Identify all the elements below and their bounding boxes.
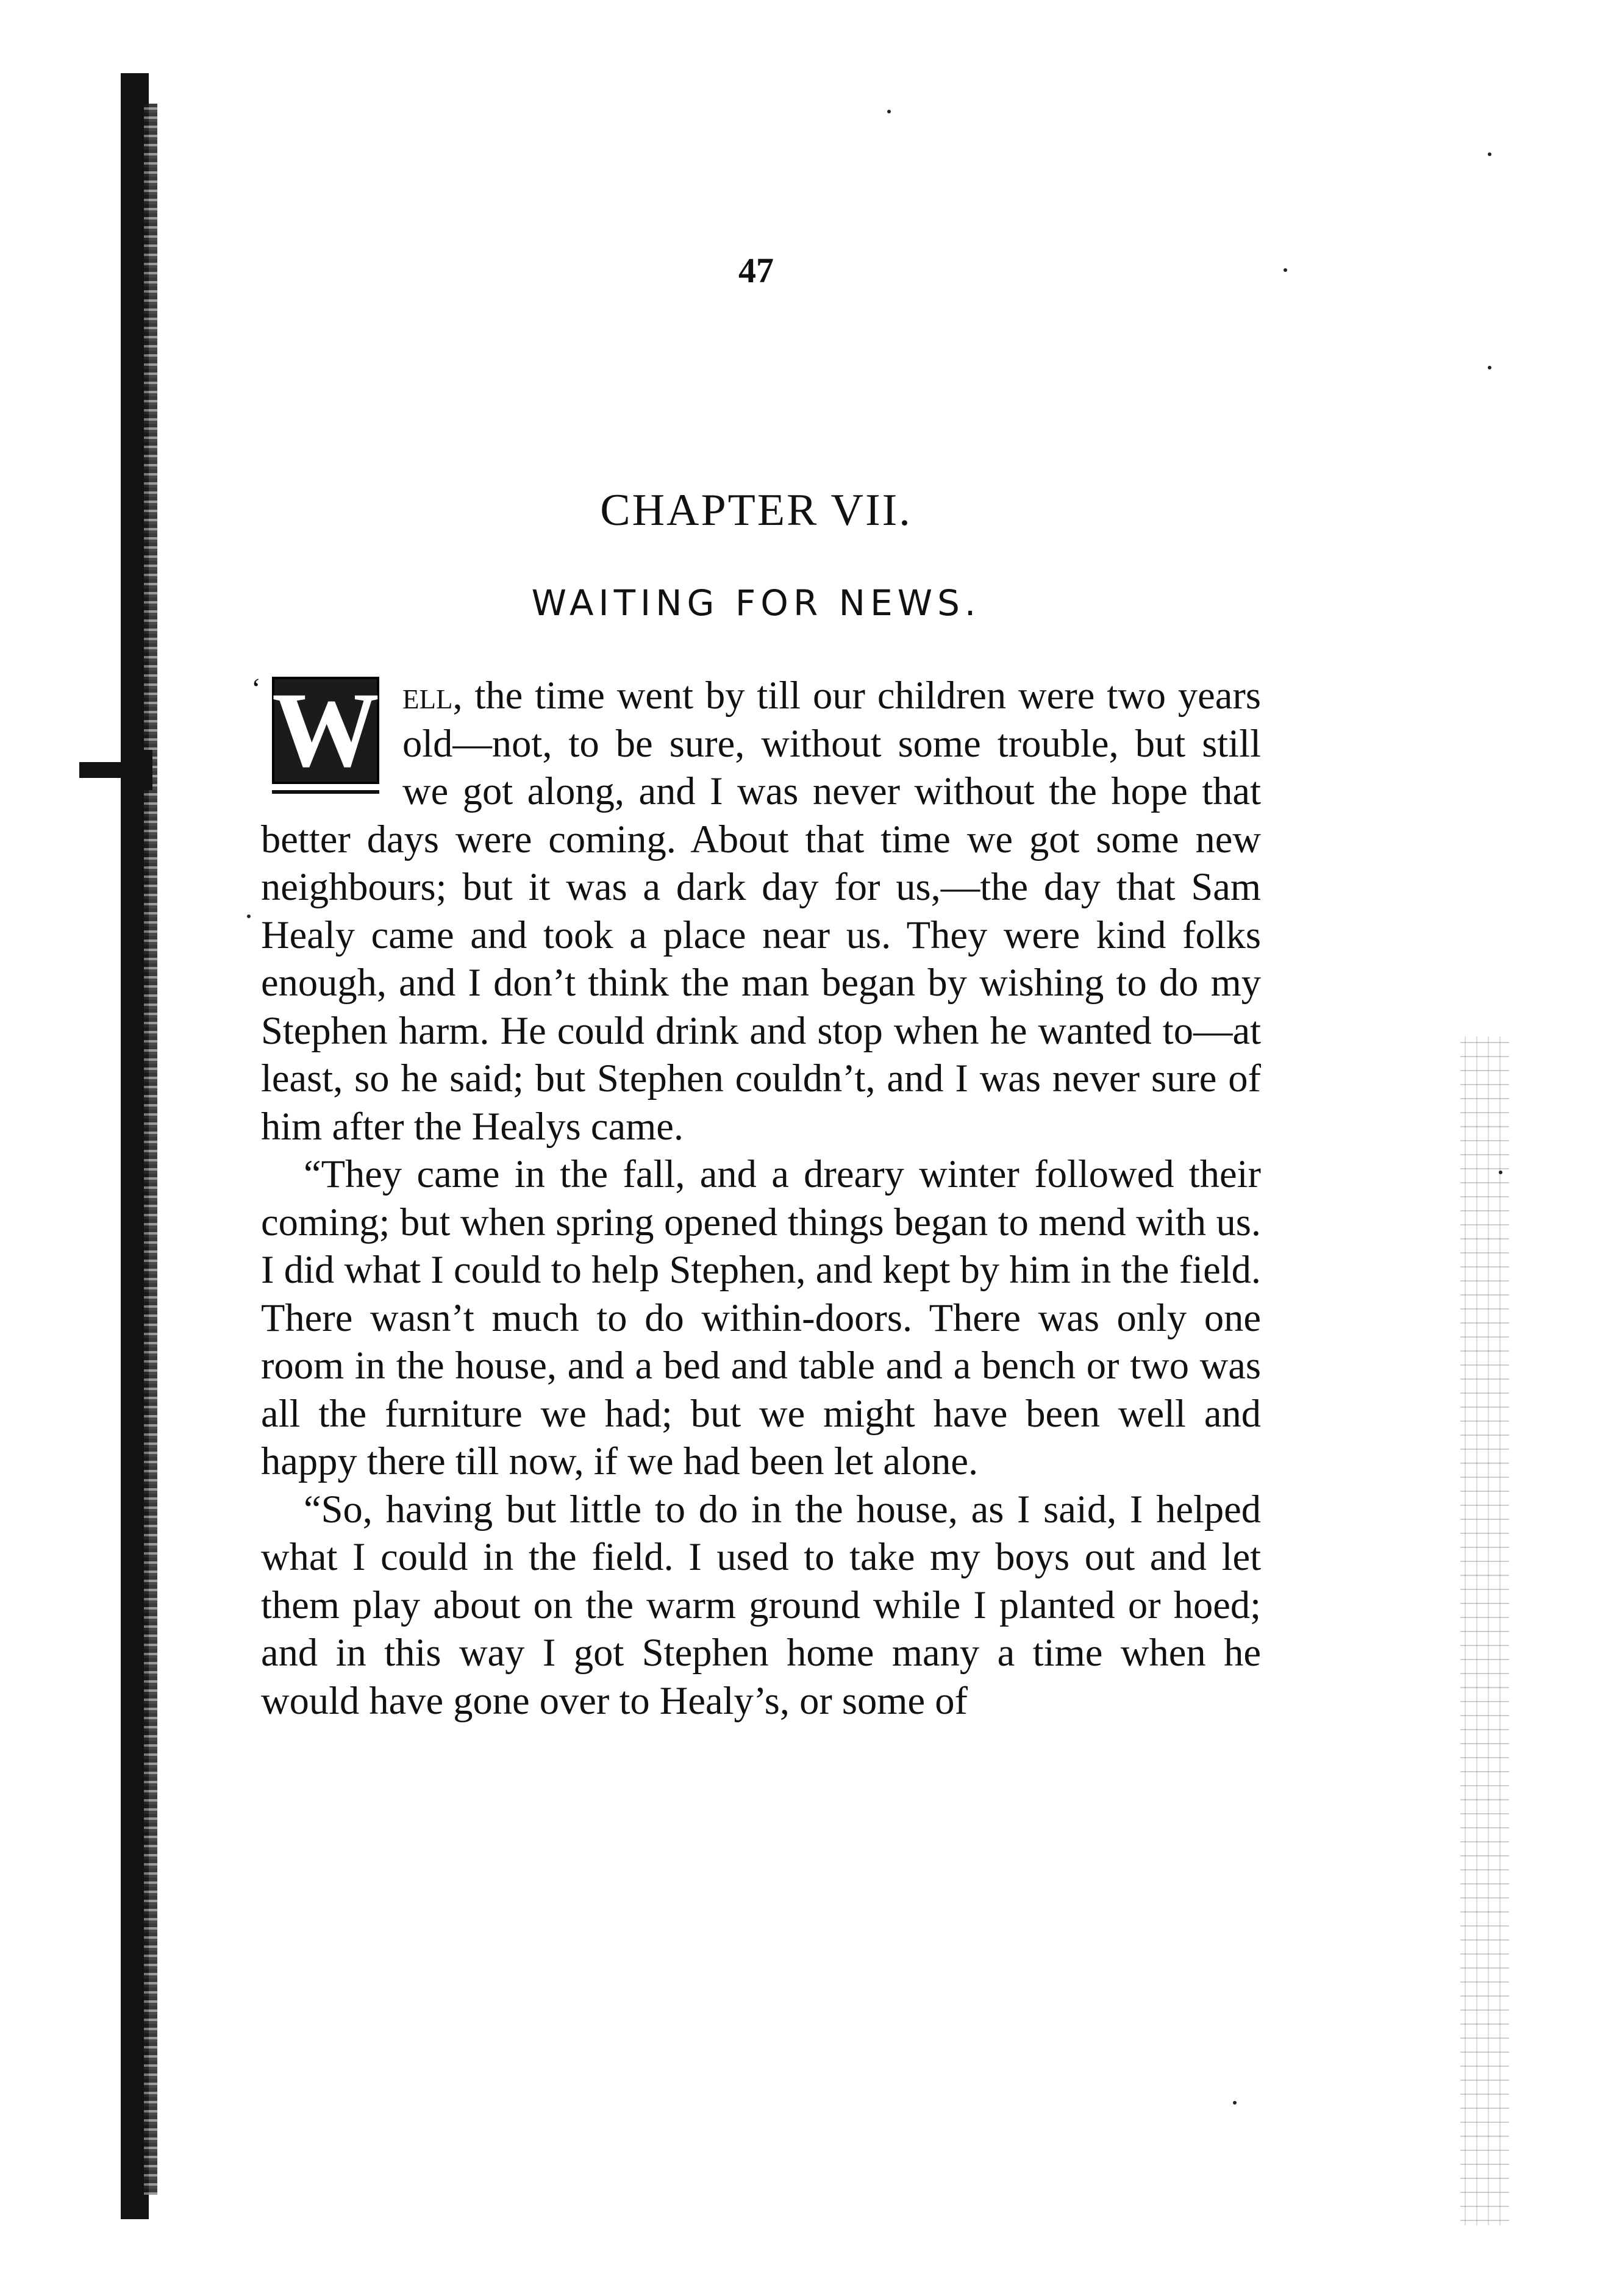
binding-tab (79, 762, 152, 778)
scan-speck (1488, 366, 1491, 369)
drop-cap (251, 671, 391, 804)
paragraph-text: the time went by till our children were two years old—not, to be sure, without some trouble, but still we got along, and I was never without the hope that better days were coming. About that time we got some new neighbours; but it was a dark day for us,—the day that Sam Healy came and took a place near us. They were kind folks enough, and I don’t think the man began by wishing to do my Stephen harm. He could drink and stop when he wanted to—at least, so he said; but Stephen couldn’t, and I was never sure of him after the Healys came. (261, 674, 1261, 1148)
page-number: 47 (738, 251, 774, 290)
scan-speck (1499, 1171, 1502, 1174)
drop-cap-open-quote: ‘ (251, 672, 261, 705)
paragraph: “So, having but little to do in the house, as I said, I helped what I could in the field. I used to take my boys out and let them play about on the warm ground while I planted or hoed; and in this way I got Stephen home many a time when he would have gone over to Healy’s, or some of (261, 1487, 1261, 1722)
scan-noise-right-edge (1460, 1036, 1509, 2225)
scan-speck (1284, 268, 1287, 272)
scan-speck (1488, 152, 1491, 156)
scan-speck (887, 110, 891, 113)
scan-speck (1233, 2101, 1237, 2105)
chapter-heading: CHAPTER VII. (600, 485, 912, 535)
paragraph (251, 671, 1261, 1150)
scan-speck (247, 914, 251, 918)
chapter-subheading: WAITING FOR NEWS. (531, 582, 981, 624)
paragraph: “They came in the fall, and a dreary winter followed their coming; but when spring opened things began to mend with us. I did what I could to help Stephen, and kept by him in the field. There wasn’t much to do within-doors. There was only one room in the house, and a bed and table and a bench or two was all the furniture we had; but we might have been well and happy there till now, if we had been let alone. (261, 1152, 1261, 1483)
binding-ornament (144, 104, 157, 2195)
body-text (251, 671, 1261, 1725)
drop-cap-rule (272, 790, 379, 794)
drop-cap-ornament (272, 671, 379, 790)
drop-cap-letter: W (272, 671, 379, 790)
drop-cap-word-rest: ell, (402, 674, 463, 717)
